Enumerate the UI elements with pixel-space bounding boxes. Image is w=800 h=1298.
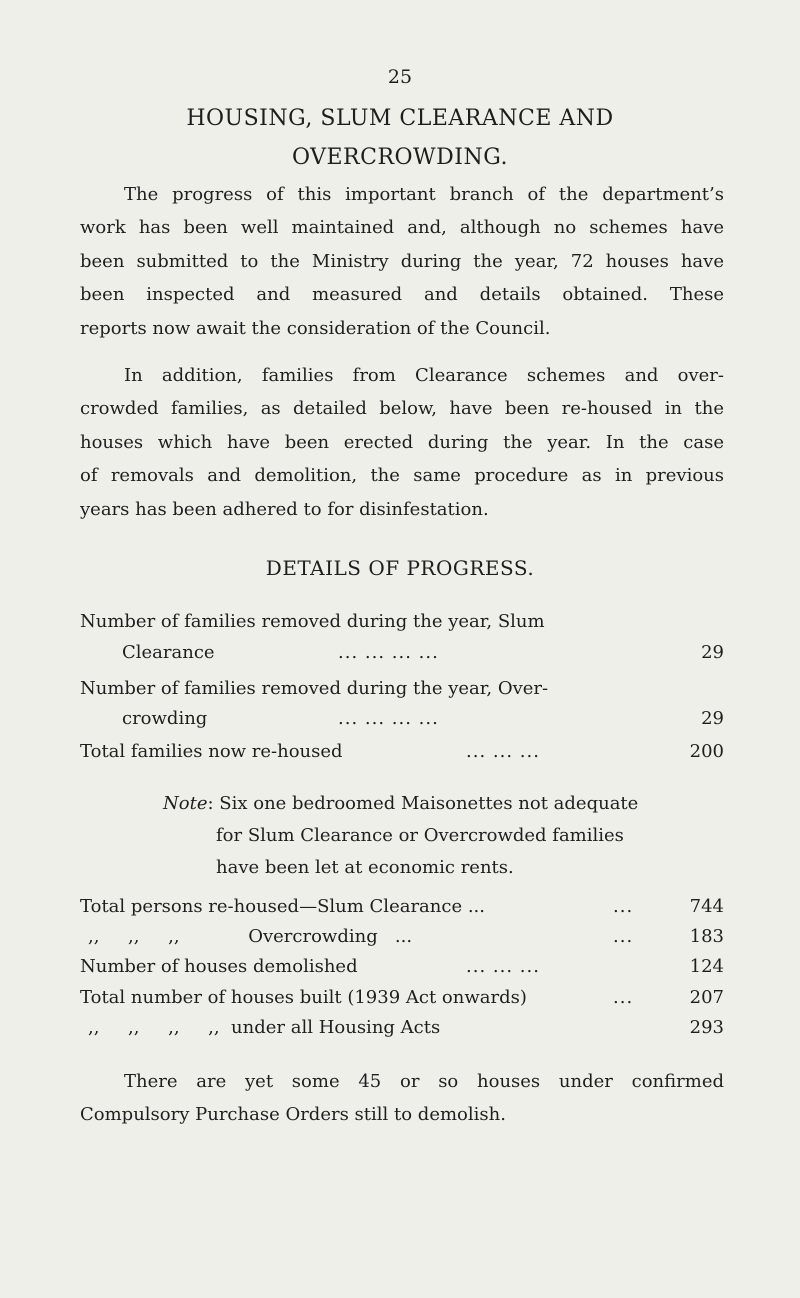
detail-value: 200 (689, 741, 724, 762)
detail-row-slum (80, 638, 724, 668)
total-row-demolished (80, 952, 724, 982)
intro-line: reports now await the consideration of the Council. (80, 317, 551, 339)
note-line: for Slum Clearance or Overcrowded families (216, 825, 624, 846)
total-value: 124 (689, 956, 724, 977)
closing-line: There are yet some 45 or so houses under confirmed (124, 1071, 724, 1092)
total-value: 744 (689, 896, 724, 917)
total-label: ,, ,, ,, ,, under all Housing Acts (88, 1017, 441, 1038)
addition-line: crowded families, as detailed below, have been re-housed in the (80, 398, 724, 420)
total-value: 293 (689, 1017, 724, 1038)
addition-line: houses which have been erected during the year. In the case (80, 431, 724, 453)
detail-label: Total families now re-housed (80, 741, 343, 762)
total-label: ,, ,, ,, Overcrowding ... (88, 926, 413, 947)
leader-dots: ... (613, 987, 634, 1008)
total-value: 183 (689, 926, 724, 947)
detail-label: Number of families removed during the year, Slum (80, 611, 545, 632)
closing-line: Compulsory Purchase Orders still to demolish. (80, 1104, 506, 1126)
addition-line: In addition, families from Clearance schemes and over- (124, 365, 724, 386)
note-line: have been let at economic rents. (216, 857, 514, 878)
intro-line: been submitted to the Ministry during the year, 72 houses have (80, 250, 724, 272)
intro-line: been inspected and measured and details obtained. These (80, 284, 724, 306)
section-title: HOUSING, SLUM CLEARANCE AND (186, 106, 614, 131)
intro-line: work has been well maintained and, although no schemes have (80, 217, 724, 239)
leader-dots: ... ... ... (466, 741, 540, 762)
addition-paragraph (80, 359, 724, 526)
intro-line: The progress of this important branch of the department’s (124, 184, 724, 205)
detail-row-rehoused (80, 737, 724, 767)
section-title-continued: OVERCROWDING. (291, 145, 509, 170)
leader-dots: ... ... ... ... (338, 642, 439, 663)
details-heading: DETAILS OF PROGRESS. (265, 556, 535, 580)
note-label: Note (163, 793, 208, 814)
detail-value: 29 (701, 642, 724, 663)
total-row-built-1939 (80, 983, 724, 1013)
leader-dots: ... ... ... ... (338, 708, 439, 729)
addition-line: of removals and demolition, the same procedure as in previous (80, 465, 724, 487)
total-label: Number of houses demolished (80, 956, 358, 977)
total-value: 207 (689, 987, 724, 1008)
total-row-overcrowding (80, 922, 724, 952)
addition-line: years has been adhered to for disinfestation. (80, 498, 489, 520)
detail-row-slum-line1 (80, 607, 724, 637)
note-block (163, 788, 683, 884)
detail-row-overcrowding (80, 704, 724, 734)
intro-paragraph (80, 178, 724, 345)
detail-label-continued: crowding (122, 708, 208, 729)
detail-label-continued: Clearance (122, 642, 215, 663)
leader-dots: ... (613, 926, 634, 947)
closing-paragraph (80, 1065, 724, 1132)
total-row-slum (80, 892, 724, 922)
note-line (163, 788, 683, 820)
detail-row-overcrowding-line1 (80, 674, 724, 704)
detail-value: 29 (701, 708, 724, 729)
leader-dots: ... (613, 896, 634, 917)
leader-dots: ... ... ... (466, 956, 540, 977)
note-text: : Six one bedroomed Maisonettes not adequate (207, 793, 639, 814)
total-row-built-all (80, 1013, 724, 1043)
total-label: Total persons re-housed—Slum Clearance ... (80, 896, 485, 917)
page-number: 25 (387, 66, 413, 88)
total-label: Total number of houses built (1939 Act onwards) (80, 987, 527, 1008)
detail-label: Number of families removed during the year, Over- (80, 678, 549, 699)
